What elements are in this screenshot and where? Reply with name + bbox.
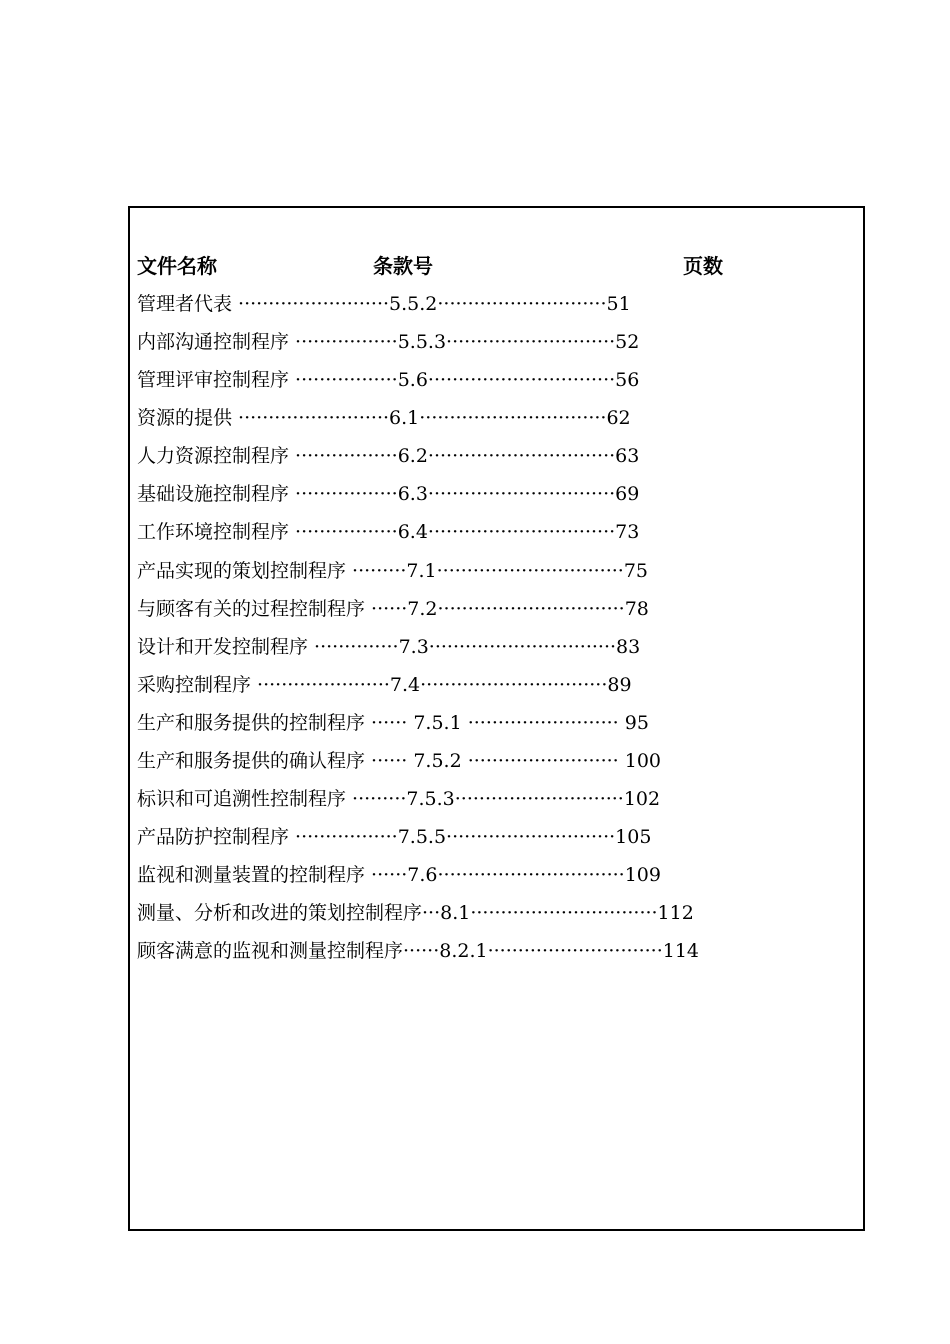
header-page-count: 页数 <box>683 254 723 278</box>
toc-row: 设计和开发控制程序 ··············7.3·······························83 <box>137 636 641 658</box>
toc-row: 管理评审控制程序 ·················5.6·······························56 <box>137 369 640 391</box>
toc-row: 工作环境控制程序 ·················6.4·······························73 <box>137 521 640 543</box>
toc-row: 生产和服务提供的确认程序 ······ 7.5.2 ························· 100 <box>137 750 661 772</box>
toc-row: 顾客满意的监视和测量控制程序······8.2.1·····························114 <box>137 940 699 962</box>
toc-row: 生产和服务提供的控制程序 ······ 7.5.1 ························· 95 <box>137 712 649 734</box>
toc-row: 内部沟通控制程序 ·················5.5.3····························52 <box>137 331 640 353</box>
toc-row: 监视和测量装置的控制程序 ······7.6·······························109 <box>137 864 661 886</box>
toc-row: 资源的提供 ·························6.1·······························62 <box>137 407 631 429</box>
header-clause-number: 条款号 <box>373 254 433 278</box>
toc-header <box>0 250 950 280</box>
toc-row: 采购控制程序 ······················7.4·······························89 <box>137 674 632 696</box>
toc-row: 产品实现的策划控制程序 ·········7.1·······························75 <box>137 560 649 582</box>
toc-row: 标识和可追溯性控制程序 ·········7.5.3····························102 <box>137 788 661 810</box>
toc-row: 管理者代表 ·························5.5.2····························51 <box>137 293 631 315</box>
toc-row: 基础设施控制程序 ·················6.3·······························69 <box>137 483 640 505</box>
toc-row: 人力资源控制程序 ·················6.2·······························63 <box>137 445 640 467</box>
toc-row: 产品防护控制程序 ·················7.5.5····························105 <box>137 826 652 848</box>
header-document-name: 文件名称 <box>137 254 217 278</box>
toc-row: 与顾客有关的过程控制程序 ······7.2·······························78 <box>137 598 649 620</box>
toc-row: 测量、分析和改进的策划控制程序···8.1·······························112 <box>137 902 694 924</box>
